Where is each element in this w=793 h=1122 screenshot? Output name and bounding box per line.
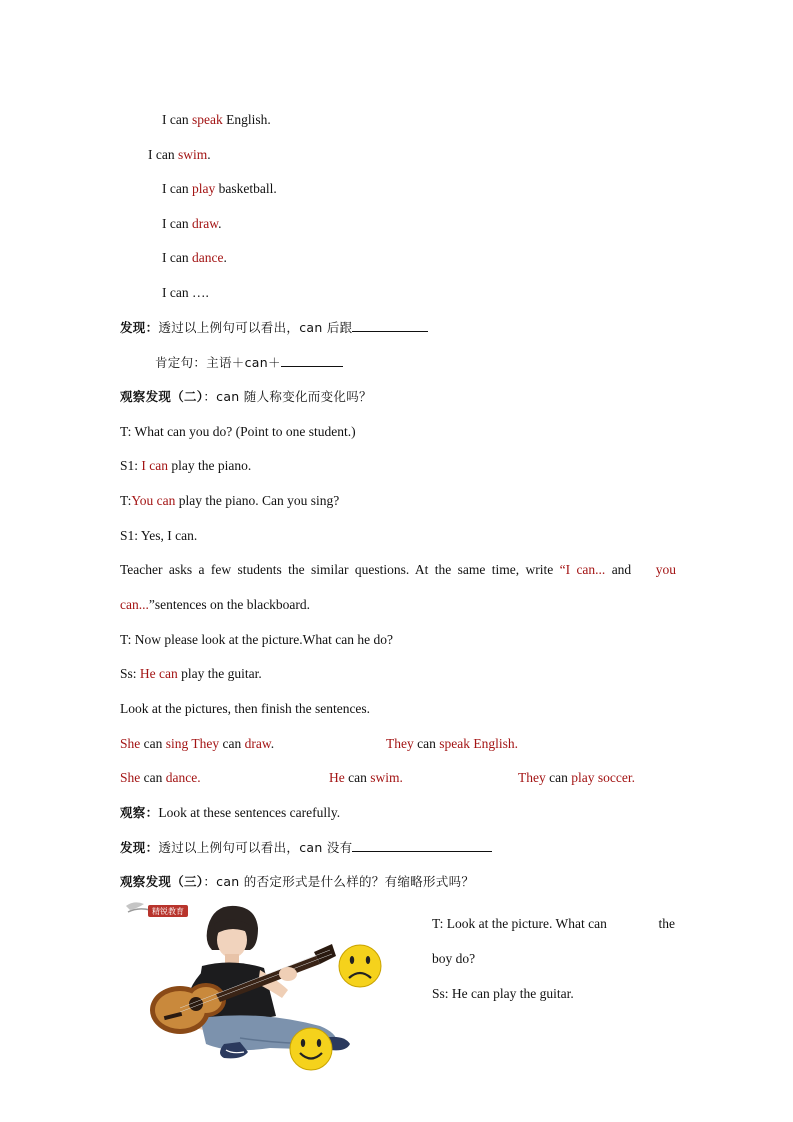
s-r1b1: They [386, 736, 414, 751]
example-line-2 [148, 146, 211, 164]
t2-rest: play the piano. Can you sing? [175, 493, 340, 508]
look-instruction: Look at the pictures, then finish the sentences. [120, 701, 371, 716]
t2-speaker: T: [120, 493, 132, 508]
observe-label: 观察： [120, 805, 159, 820]
s-r2b3: swim [370, 770, 400, 785]
guitar-boy-photo [120, 898, 420, 1074]
example-3-verb: play [191, 181, 216, 196]
s-r1a6: draw [244, 736, 271, 751]
discovery-1-label: 发现： [120, 320, 159, 335]
example-4-pre: I can [162, 216, 192, 231]
picture-dialogue [432, 906, 675, 1011]
example-1-verb: speak [191, 112, 223, 127]
affirmative-text: 肯定句：主语＋can＋ [155, 355, 281, 370]
teacher-line-2-rest: ”sentences on the blackboard. [148, 597, 311, 612]
s-r2c1: They [518, 770, 546, 785]
discovery-2-blank [352, 839, 492, 852]
s-r1a5: can [219, 736, 245, 751]
sentence-row2-a [120, 769, 201, 787]
sentence-row2-c [518, 769, 635, 787]
s1-rest: play the piano. [168, 458, 252, 473]
example-2-pre: I can [148, 147, 178, 162]
dialogue2-t: T: Now please look at the picture.What can he do? [120, 632, 393, 647]
brand-logo-text: 精锐教育 [152, 907, 184, 916]
sentence-row1-a [120, 735, 274, 753]
ss-red: He can [139, 666, 178, 681]
ss-rest: play the guitar. [177, 666, 262, 681]
example-5-post: . [223, 250, 227, 265]
s-r1a4: They [188, 736, 220, 751]
teacher-line-1-you: you [655, 562, 676, 577]
s-r2a4: . [197, 770, 201, 785]
discovery-2-label: 发现： [120, 840, 159, 855]
s-r2b2: can [344, 770, 371, 785]
discovery-2-text: 透过以上例句可以看出，can 没有 [158, 840, 353, 855]
happy-face-icon [290, 1028, 332, 1070]
guitar-boy-illustration [120, 898, 420, 1074]
s1-red: I can [141, 458, 168, 473]
observe-line [120, 804, 340, 822]
s-r2a1: She [120, 770, 141, 785]
teacher-line-1-text: Teacher asks a few students the similar questions. At the same time, write [120, 562, 560, 577]
example-line-5 [162, 249, 227, 267]
s1-speaker: S1: [120, 458, 142, 473]
teacher-line-1-red: “I can... [559, 562, 606, 577]
affirmative-blank [281, 354, 343, 367]
teacher-line-1 [120, 561, 676, 579]
s-r2b4: . [399, 770, 403, 785]
ss-speaker: Ss: [120, 666, 140, 681]
dialogue-s1-a [120, 457, 251, 475]
observe-3-heading [120, 873, 474, 891]
discovery-1 [120, 319, 428, 337]
example-4-post: . [218, 216, 222, 231]
s-r2a2: can [140, 770, 166, 785]
picture-dialogue-t-b: the [658, 916, 675, 931]
sad-face-icon [339, 945, 381, 987]
sentence-row1-b [386, 735, 518, 753]
observe-2-text: ：can 随人称变化而变化吗？ [203, 389, 372, 404]
s-r2c2: can [545, 770, 572, 785]
example-2-post: . [207, 147, 211, 162]
s-r1a3: sing [165, 736, 189, 751]
example-line-6 [162, 284, 209, 302]
example-6-pre: I can …. [162, 285, 209, 300]
s-r1b4: . [514, 736, 518, 751]
example-line-3 [162, 180, 277, 198]
observe-3-text: ：can 的否定形式是什么样的？有缩略形式吗？ [203, 874, 475, 889]
example-line-4 [162, 215, 221, 233]
s-r1a2: can [140, 736, 166, 751]
s-r2c3: play soccer [571, 770, 632, 785]
observe-2-heading [120, 388, 372, 406]
teacher-line-1-and: and [605, 562, 632, 577]
picture-dialogue-ss: Ss: He can play the guitar. [432, 986, 574, 1001]
dialogue-s1-b: S1: Yes, I can. [120, 528, 198, 543]
example-5-pre: I can [162, 250, 192, 265]
s-r1b2: can [413, 736, 440, 751]
discovery-2 [120, 839, 492, 857]
example-line-1 [162, 111, 271, 129]
picture-dialogue-row-1 [432, 906, 675, 941]
s-r1a7: . [270, 736, 275, 751]
example-4-verb: draw [191, 216, 219, 231]
example-2-verb: swim [177, 147, 208, 162]
discovery-1-text: 透过以上例句可以看出，can 后跟 [158, 320, 353, 335]
brand-logo [126, 902, 188, 917]
observe-text: Look at these sentences carefully. [158, 805, 341, 820]
s-r1a1: She [120, 736, 141, 751]
dialogue2-ss [120, 665, 262, 683]
observe-2-label: 观察发现（二） [120, 389, 204, 404]
dialogue-t1: T: What can you do? (Point to one student.) [120, 424, 356, 439]
observe-3-label: 观察发现（三） [120, 874, 204, 889]
example-1-pre: I can [162, 112, 192, 127]
s-r2b1: He [329, 770, 345, 785]
example-5-verb: dance [191, 250, 224, 265]
s-r2c4: . [631, 770, 635, 785]
example-1-post: English. [222, 112, 271, 127]
t2-red: You can [131, 493, 176, 508]
teacher-line-1-left [120, 561, 631, 579]
dialogue-t2 [120, 492, 339, 510]
picture-dialogue-t-a: T: Look at the picture. What can [432, 916, 607, 931]
discovery-1-blank [352, 319, 428, 332]
affirmative-rule [155, 354, 343, 372]
picture-dialogue-t-c: boy do? [432, 951, 476, 966]
s-r1b3: speak English [439, 736, 515, 751]
sentence-row2-b [329, 769, 403, 787]
teacher-line-2 [120, 596, 310, 614]
s-r2a3: dance [165, 770, 198, 785]
teacher-line-2-red: can... [120, 597, 149, 612]
example-3-pre: I can [162, 181, 192, 196]
example-3-post: basketball. [215, 181, 277, 196]
